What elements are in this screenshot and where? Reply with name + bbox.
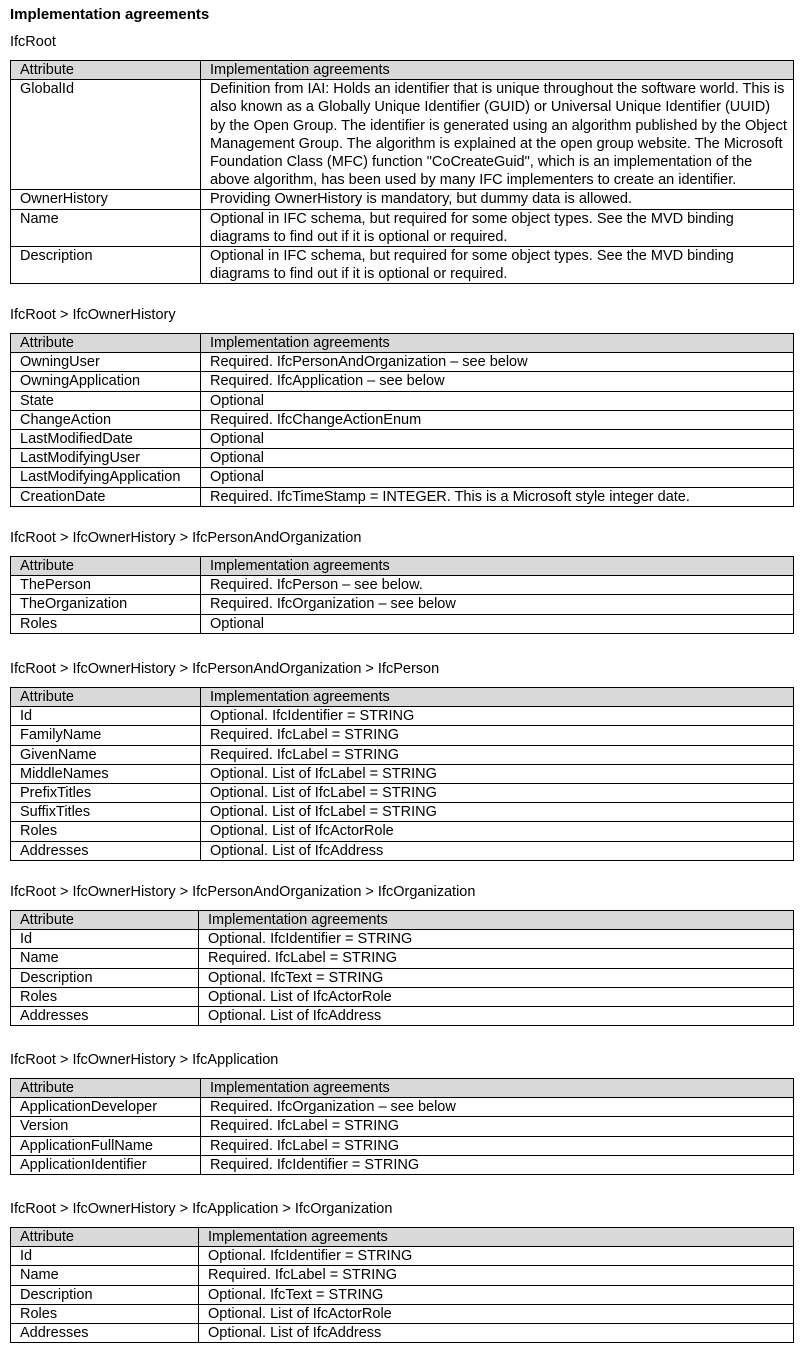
agreement-cell: Optional. List of IfcLabel = STRING <box>201 803 794 822</box>
table-row <box>11 410 794 429</box>
agreement-cell: Optional. List of IfcActorRole <box>201 822 794 841</box>
agreement-cell: Required. IfcPerson – see below. <box>201 576 794 595</box>
table-row <box>11 1285 794 1304</box>
agreement-cell: Required. IfcLabel = STRING <box>201 726 794 745</box>
attribute-cell: Description <box>11 247 201 284</box>
agreement-cell: Required. IfcTimeStamp = INTEGER. This is a Microsoft style integer date. <box>201 487 794 506</box>
table-row <box>11 784 794 803</box>
section-heading: IfcRoot > IfcOwnerHistory > IfcPersonAndOrganization > IfcOrganization <box>10 884 476 900</box>
table-row <box>11 968 794 987</box>
header-implementation-agreements: Implementation agreements <box>201 557 794 576</box>
attribute-cell: Addresses <box>11 1324 199 1343</box>
table-row <box>11 822 794 841</box>
table-row <box>11 595 794 614</box>
attribute-cell: Addresses <box>11 1007 199 1026</box>
attribute-table <box>10 556 794 634</box>
section-heading: IfcRoot > IfcOwnerHistory > IfcPersonAndOrganization <box>10 530 362 546</box>
table-row <box>11 209 794 246</box>
attribute-cell: Name <box>11 1266 199 1285</box>
table-row <box>11 487 794 506</box>
attribute-cell: Id <box>11 707 201 726</box>
attribute-cell: CreationDate <box>11 487 201 506</box>
section-6 <box>10 1051 794 1175</box>
attribute-cell: Id <box>11 1247 199 1266</box>
attribute-cell: OwnerHistory <box>11 190 201 209</box>
table-row <box>11 468 794 487</box>
agreement-cell: Optional. List of IfcActorRole <box>199 987 794 1006</box>
section-heading: IfcRoot > IfcOwnerHistory > IfcApplication > IfcOrganization <box>10 1201 393 1217</box>
document-title: Implementation agreements <box>10 6 210 23</box>
attribute-table <box>10 1227 794 1343</box>
agreement-cell: Optional. IfcIdentifier = STRING <box>199 930 794 949</box>
header-implementation-agreements: Implementation agreements <box>199 1228 794 1247</box>
attribute-cell: LastModifiedDate <box>11 430 201 449</box>
table-row <box>11 764 794 783</box>
section-4 <box>10 660 794 861</box>
table-row <box>11 1007 794 1026</box>
table-header-row <box>11 688 794 707</box>
table-row <box>11 1117 794 1136</box>
table-header-row <box>11 1079 794 1098</box>
attribute-cell: LastModifyingUser <box>11 449 201 468</box>
header-implementation-agreements: Implementation agreements <box>201 688 794 707</box>
table-row <box>11 1136 794 1155</box>
table-header-row <box>11 61 794 80</box>
attribute-cell: ApplicationDeveloper <box>11 1098 201 1117</box>
attribute-cell: ApplicationFullName <box>11 1136 201 1155</box>
header-attribute: Attribute <box>11 557 201 576</box>
agreement-cell: Required. IfcPersonAndOrganization – see below <box>201 353 794 372</box>
section-7 <box>10 1200 794 1343</box>
agreement-cell: Optional. List of IfcAddress <box>199 1324 794 1343</box>
table-row <box>11 1266 794 1285</box>
attribute-cell: Description <box>11 968 199 987</box>
section-heading: IfcRoot > IfcOwnerHistory <box>10 307 176 323</box>
attribute-cell: Roles <box>11 987 199 1006</box>
attribute-cell: SuffixTitles <box>11 803 201 822</box>
attribute-cell: LastModifyingApplication <box>11 468 201 487</box>
table-header-row <box>11 911 794 930</box>
table-row <box>11 841 794 860</box>
table-row <box>11 430 794 449</box>
agreement-cell: Definition from IAI: Holds an identifier that is unique throughout the software world. This is also known as a Globally Unique Identifier (GUID) or Universal Unique Identifier (UUID) by the Open Group. The identifier is generated using an algorithm published by the Object Management Group. The algorithm is explained at the open group website. The Microsoft Foundation Class (MFC) function "CoCreateGuid", which is an implementation of the above algorithm, has been used by many IFC implementers to create an identifier. <box>201 80 794 190</box>
agreement-cell: Optional. IfcIdentifier = STRING <box>201 707 794 726</box>
attribute-cell: Roles <box>11 614 201 633</box>
header-attribute: Attribute <box>11 1079 201 1098</box>
table-header-row <box>11 1228 794 1247</box>
agreement-cell: Optional. IfcText = STRING <box>199 1285 794 1304</box>
table-row <box>11 707 794 726</box>
agreement-cell: Required. IfcLabel = STRING <box>199 949 794 968</box>
agreement-cell: Optional in IFC schema, but required for some object types. See the MVD binding diagrams to find out if it is optional or required. <box>201 247 794 284</box>
header-attribute: Attribute <box>11 334 201 353</box>
attribute-cell: Version <box>11 1117 201 1136</box>
section-2 <box>10 306 794 507</box>
table-row <box>11 726 794 745</box>
attribute-cell: GivenName <box>11 745 201 764</box>
attribute-cell: FamilyName <box>11 726 201 745</box>
agreement-cell: Required. IfcLabel = STRING <box>199 1266 794 1285</box>
attribute-cell: TheOrganization <box>11 595 201 614</box>
table-row <box>11 391 794 410</box>
section-3 <box>10 529 794 634</box>
table-row <box>11 190 794 209</box>
attribute-cell: OwningUser <box>11 353 201 372</box>
agreement-cell: Optional. List of IfcAddress <box>201 841 794 860</box>
attribute-cell: Addresses <box>11 841 201 860</box>
agreement-cell: Optional <box>201 391 794 410</box>
agreement-cell: Required. IfcOrganization – see below <box>201 1098 794 1117</box>
header-implementation-agreements: Implementation agreements <box>199 911 794 930</box>
section-heading: IfcRoot > IfcOwnerHistory > IfcApplication <box>10 1052 279 1068</box>
agreement-cell: Required. IfcLabel = STRING <box>201 745 794 764</box>
attribute-cell: ChangeAction <box>11 410 201 429</box>
table-row <box>11 803 794 822</box>
table-header-row <box>11 334 794 353</box>
attribute-table <box>10 687 794 861</box>
agreement-cell: Optional <box>201 468 794 487</box>
agreement-cell: Optional. List of IfcLabel = STRING <box>201 764 794 783</box>
agreement-cell: Optional in IFC schema, but required for some object types. See the MVD binding diagrams to find out if it is optional or required. <box>201 209 794 246</box>
agreement-cell: Optional. IfcText = STRING <box>199 968 794 987</box>
agreement-cell: Optional. List of IfcLabel = STRING <box>201 784 794 803</box>
header-implementation-agreements: Implementation agreements <box>201 334 794 353</box>
header-implementation-agreements: Implementation agreements <box>201 61 794 80</box>
table-row <box>11 745 794 764</box>
agreement-cell: Optional <box>201 430 794 449</box>
attribute-table <box>10 60 794 284</box>
attribute-cell: Roles <box>11 1304 199 1323</box>
attribute-cell: Name <box>11 949 199 968</box>
header-attribute: Attribute <box>11 688 201 707</box>
agreement-cell: Providing OwnerHistory is mandatory, but dummy data is allowed. <box>201 190 794 209</box>
attribute-cell: ApplicationIdentifier <box>11 1155 201 1174</box>
table-row <box>11 1324 794 1343</box>
attribute-cell: ThePerson <box>11 576 201 595</box>
agreement-cell: Required. IfcLabel = STRING <box>201 1117 794 1136</box>
table-row <box>11 987 794 1006</box>
attribute-cell: Id <box>11 930 199 949</box>
agreement-cell: Required. IfcApplication – see below <box>201 372 794 391</box>
table-row <box>11 372 794 391</box>
agreement-cell: Optional <box>201 449 794 468</box>
table-row <box>11 1304 794 1323</box>
attribute-cell: GlobalId <box>11 80 201 190</box>
table-row <box>11 1155 794 1174</box>
section-heading: IfcRoot > IfcOwnerHistory > IfcPersonAndOrganization > IfcPerson <box>10 661 440 677</box>
attribute-cell: Roles <box>11 822 201 841</box>
table-row <box>11 1098 794 1117</box>
header-attribute: Attribute <box>11 1228 199 1247</box>
agreement-cell: Optional <box>201 614 794 633</box>
attribute-cell: PrefixTitles <box>11 784 201 803</box>
agreement-cell: Required. IfcChangeActionEnum <box>201 410 794 429</box>
agreement-cell: Required. IfcLabel = STRING <box>201 1136 794 1155</box>
table-row <box>11 80 794 190</box>
section-5 <box>10 883 794 1026</box>
section-1 <box>10 33 794 284</box>
agreement-cell: Optional. List of IfcAddress <box>199 1007 794 1026</box>
table-row <box>11 949 794 968</box>
attribute-cell: OwningApplication <box>11 372 201 391</box>
attribute-cell: Name <box>11 209 201 246</box>
agreement-cell: Required. IfcOrganization – see below <box>201 595 794 614</box>
attribute-table <box>10 910 794 1026</box>
table-row <box>11 576 794 595</box>
agreement-cell: Optional. List of IfcActorRole <box>199 1304 794 1323</box>
agreement-cell: Optional. IfcIdentifier = STRING <box>199 1247 794 1266</box>
agreement-cell: Required. IfcIdentifier = STRING <box>201 1155 794 1174</box>
attribute-table <box>10 333 794 507</box>
table-row <box>11 930 794 949</box>
attribute-cell: MiddleNames <box>11 764 201 783</box>
table-row <box>11 353 794 372</box>
table-row <box>11 614 794 633</box>
attribute-cell: State <box>11 391 201 410</box>
table-row <box>11 449 794 468</box>
attribute-cell: Description <box>11 1285 199 1304</box>
table-header-row <box>11 557 794 576</box>
table-row <box>11 247 794 284</box>
section-heading: IfcRoot <box>10 34 56 50</box>
header-implementation-agreements: Implementation agreements <box>201 1079 794 1098</box>
header-attribute: Attribute <box>11 911 199 930</box>
header-attribute: Attribute <box>11 61 201 80</box>
table-row <box>11 1247 794 1266</box>
attribute-table <box>10 1078 794 1175</box>
